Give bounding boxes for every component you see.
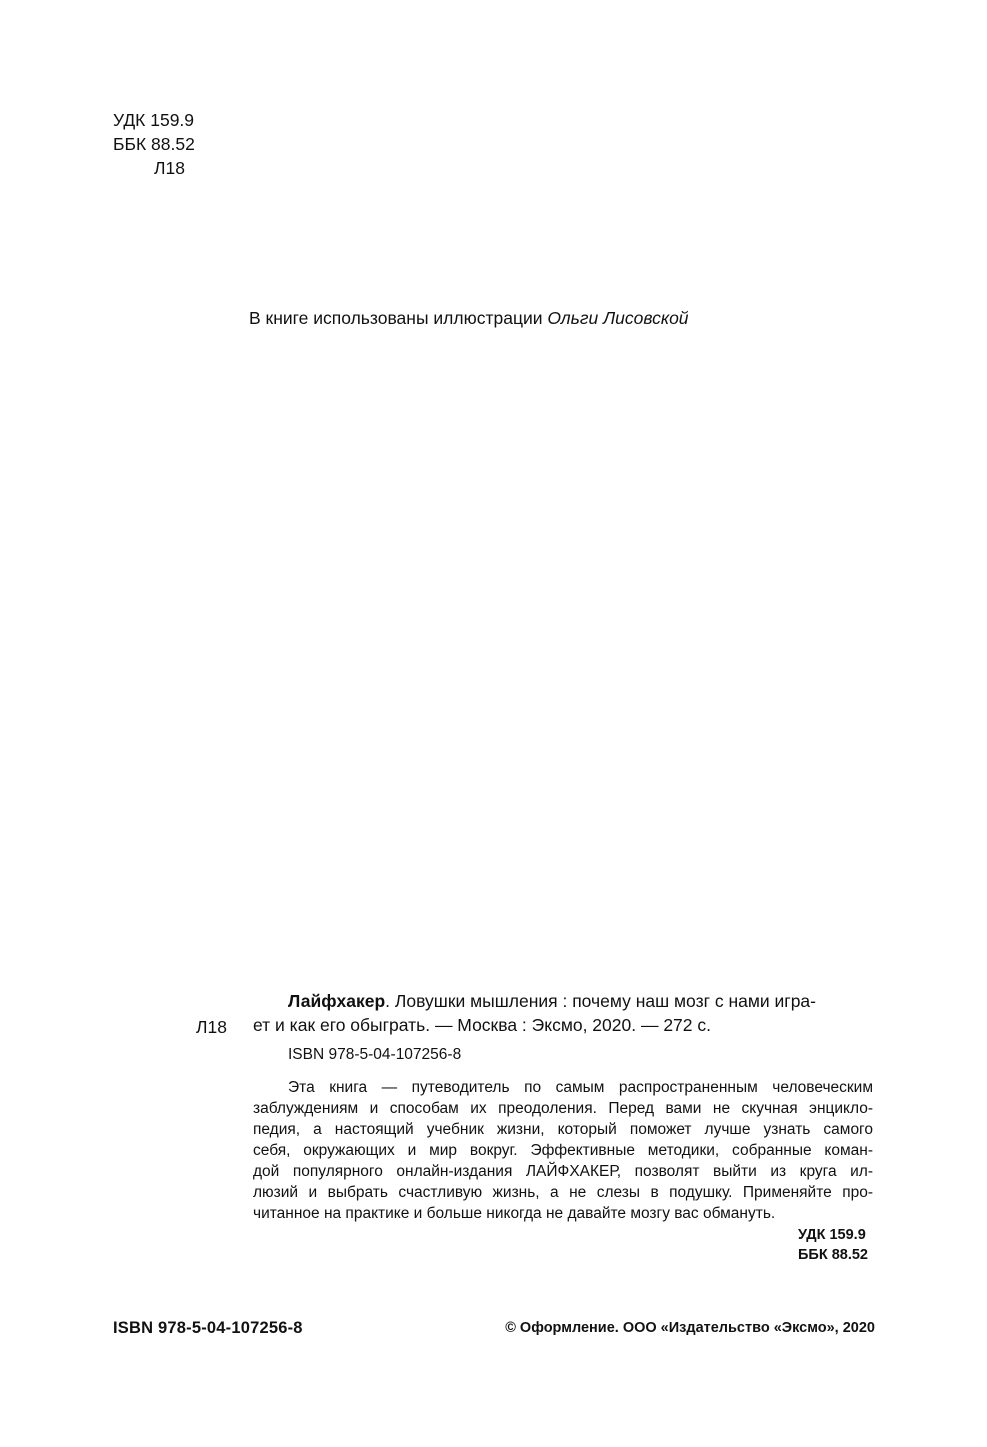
author-mark: Л18 xyxy=(154,158,185,178)
annotation-line: Эта книга — путеводитель по самым распространенным человеческим xyxy=(288,1079,873,1096)
udk-code: УДК 159.9 xyxy=(113,110,195,130)
illustrations-credit xyxy=(249,306,689,330)
footer-copyright: © Оформление. ООО «Издательство «Эксмо», 2020 xyxy=(505,1320,875,1336)
biblio-author-mark: Л18 xyxy=(196,1017,227,1037)
biblio-record xyxy=(253,989,873,1037)
annotation-line: заблуждениям и способам их преодоления. Перед вами не скучная энцикло- xyxy=(253,1100,873,1117)
annotation-line: педия, а настоящий учебник жизни, который поможет лучше узнать самого xyxy=(253,1121,873,1138)
udk-code-bottom: УДК 159.9 xyxy=(797,1227,866,1243)
bbk-code-bottom: ББК 88.52 xyxy=(797,1247,868,1263)
biblio-isbn: ISBN 978-5-04-107256-8 xyxy=(288,1046,462,1063)
annotation xyxy=(253,1077,873,1224)
illustrator-name: Ольги Лисовской xyxy=(547,308,689,328)
biblio-author: Лайфхакер xyxy=(288,991,386,1011)
classification-block xyxy=(113,108,195,180)
biblio-title: . Ловушки мышления : почему наш мозг с нами игра- xyxy=(385,991,816,1011)
classification-bottom xyxy=(798,1225,868,1265)
biblio-line-1 xyxy=(253,989,873,1013)
biblio-line-2: ет и как его обыграть. — Москва : Эксмо, 2020. — 272 с. xyxy=(253,1015,711,1035)
annotation-line: себя, окружающих и мир вокруг. Эффективные методики, собранные коман- xyxy=(253,1142,873,1159)
annotation-line: читанное на практике и больше никогда не давайте мозгу вас обмануть. xyxy=(253,1205,776,1222)
illustrations-prefix: В книге использованы иллюстрации xyxy=(249,308,548,328)
bbk-code: ББК 88.52 xyxy=(113,134,195,154)
annotation-line: люзий и выбрать счастливую жизнь, а не слезы в подушку. Применяйте про- xyxy=(253,1184,873,1201)
footer-isbn: ISBN 978-5-04-107256-8 xyxy=(113,1319,303,1337)
annotation-line: дой популярного онлайн-издания ЛАЙФХАКЕР, позволят выйти из круга ил- xyxy=(253,1163,873,1180)
